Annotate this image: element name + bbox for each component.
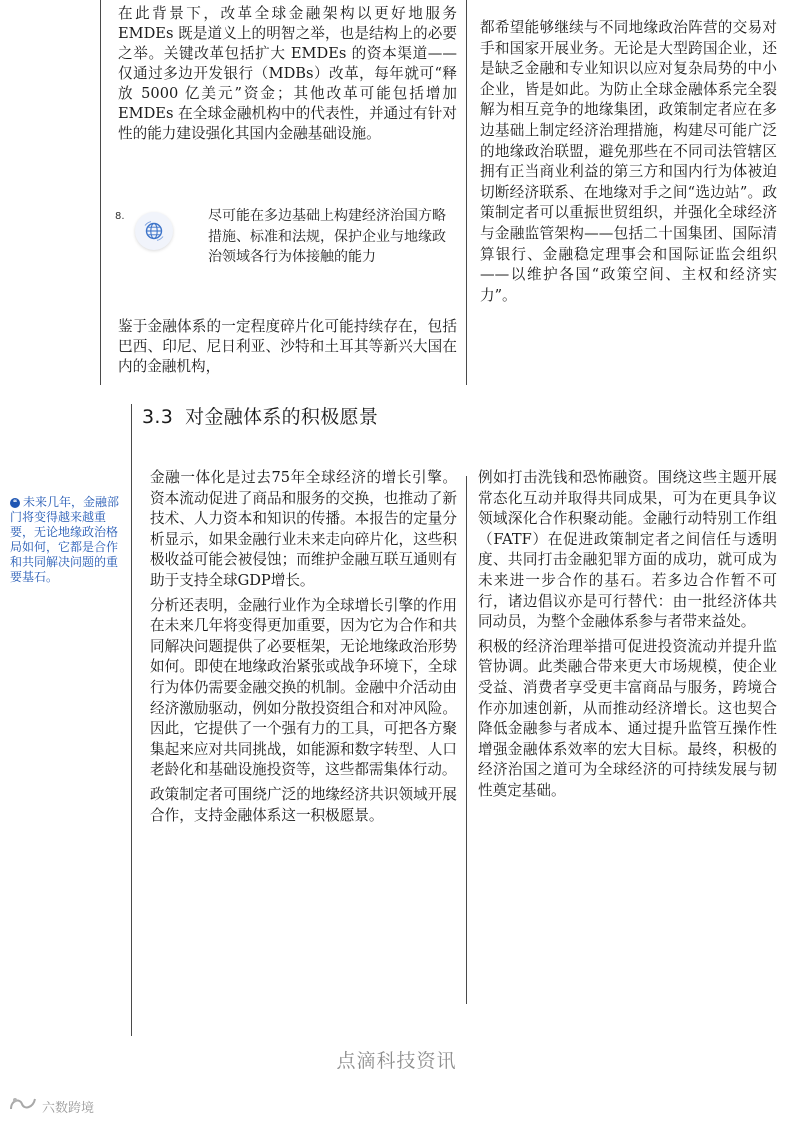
- top-right-column: [480, 18, 777, 306]
- item-number: 8.: [115, 211, 125, 222]
- top-left-continuation: [118, 317, 457, 377]
- top-left-paragraph: 在此背景下，改革全球金融架构以更好地服务 EMDEs 既是道义上的明智之举，也是结构上的必要之举。关键改革包括扩大 EMDEs 的资本渠道——仅通过多边开发银行（MDBs）改革，每年就可“释放 5000 亿美元”资金；其他改革可能包括增加 EMDEs 在全球金融机构中的代表性，并通过有针对性的能力建设强化其国内金融基础设施。: [118, 5, 457, 142]
- bottom-left-column: [150, 468, 457, 826]
- watermark-text: 六数跨境: [42, 1100, 95, 1116]
- bottom-left-paragraph-2: 分析还表明，金融行业作为全球增长引擎的作用在未来几年将变得更加重要，因为它为合作和共同解决问题提供了必要框架，无论地缘政治形势如何。即使在地缘政治紧张或战争环境下，全球行为体仍需要金融交换的机制。金融中介活动由经济激励驱动，例如分散投资组合和对冲风险。因此，它提供了一个强有力的工具，可把各方聚集起来应对共同挑战，如能源和数字转型、人口老龄化和基础设施投资等，这些都需集体行动。: [150, 596, 457, 779]
- section-title: 对金融体系的积极愿景: [185, 406, 379, 428]
- section-rule: [131, 404, 132, 1036]
- footer-brand: 点滴科技资讯: [336, 1050, 457, 1072]
- top-left-tail-paragraph: 鉴于金融体系的一定程度碎片化可能持续存在，包括巴西、印尼、尼日利亚、沙特和土耳其等新兴大国在内的金融机构，: [118, 318, 457, 375]
- top-left-column: [118, 4, 457, 144]
- bottom-right-paragraph-1: 例如打击洗钱和恐怖融资。围绕这些主题开展常态化互动并取得共同成果，可为在更具争议领域深化合作积聚动能。金融行动特别工作组（FATF）在促进政策制定者之间信任与透明度、共同打击金融犯罪方面的成功，就可成为未来进一步合作的基石。若多边合作暂不可行，诸边倡议亦是可行替代：由一批经济体共同动员，为整个金融体系参与者带来益处。: [478, 469, 777, 631]
- side-note-text: 未来几年，金融部门将变得越来越重要，无论地缘政治格局如何，它都是合作和共同解决问题的重要基石。: [10, 495, 120, 584]
- section-heading: [142, 402, 378, 429]
- globe-icon: [135, 212, 173, 250]
- top-left-rule: [100, 0, 101, 385]
- top-right-paragraph: 都希望能够继续与不同地缘政治阵营的交易对手和国家开展业务。无论是大型跨国企业，还是缺乏金融和专业知识以应对复杂局势的中小企业，皆是如此。为防止全球金融体系完全裂解为相互竞争的地缘集团，政策制定者应在多边基础上制定经济治理措施，构建尽可能广泛的地缘政治联盟，避免那些在不同司法管辖区拥有正当商业利益的第三方和国内行为体被迫切断经济联系、在地缘对手之间“选边站”。政策制定者可以重振世贸组织，并强化全球经济与金融监管架构——包括二十国集团、国际清算银行、金融稳定理事会和国际证监会组织——以维护各国“政策空间、主权和经济实力”。: [480, 19, 777, 304]
- bottom-left-paragraph-3: 政策制定者可围绕广泛的地缘经济共识领域开展合作，支持金融体系这一积极愿景。: [150, 785, 457, 824]
- quote-icon: ❝: [10, 498, 20, 508]
- item-text: 尽可能在多边基础上构建经济治国方略措施、标准和法规，保护企业与地缘政治领域各行为体接触的能力: [208, 208, 446, 265]
- watermark: [8, 1095, 94, 1117]
- section-number: 3.3: [142, 406, 174, 428]
- side-note: [10, 495, 122, 585]
- bottom-left-paragraph-1: 金融一体化是过去75年全球经济的增长引擎。资本流动促进了商品和服务的交换，也推动了新技术、人力资本和知识的传播。本报告的定量分析显示，如果金融行业未来走向碎片化，这些积极收益可能会被侵蚀；而维护金融互联互通则有助于支持全球GDP增长。: [150, 469, 457, 589]
- bottom-right-column: [478, 468, 777, 802]
- bottom-right-paragraph-2: 积极的经济治理举措可促进投资流动并提升监管协调。此类融合带来更大市场规模，使企业受益、消费者享受更丰富商品与服务，跨境合作亦加速创新，从而推动经济增长。这也契合降低金融参与者成本、通过提升监管互操作性增强金融体系效率的宏大目标。最终，积极的经济治国之道可为全球经济的可持续发展与韧性奠定基础。: [478, 637, 777, 799]
- watermark-logo-icon: [8, 1095, 38, 1117]
- top-middle-rule: [466, 0, 467, 385]
- bottom-middle-rule: [466, 476, 467, 1004]
